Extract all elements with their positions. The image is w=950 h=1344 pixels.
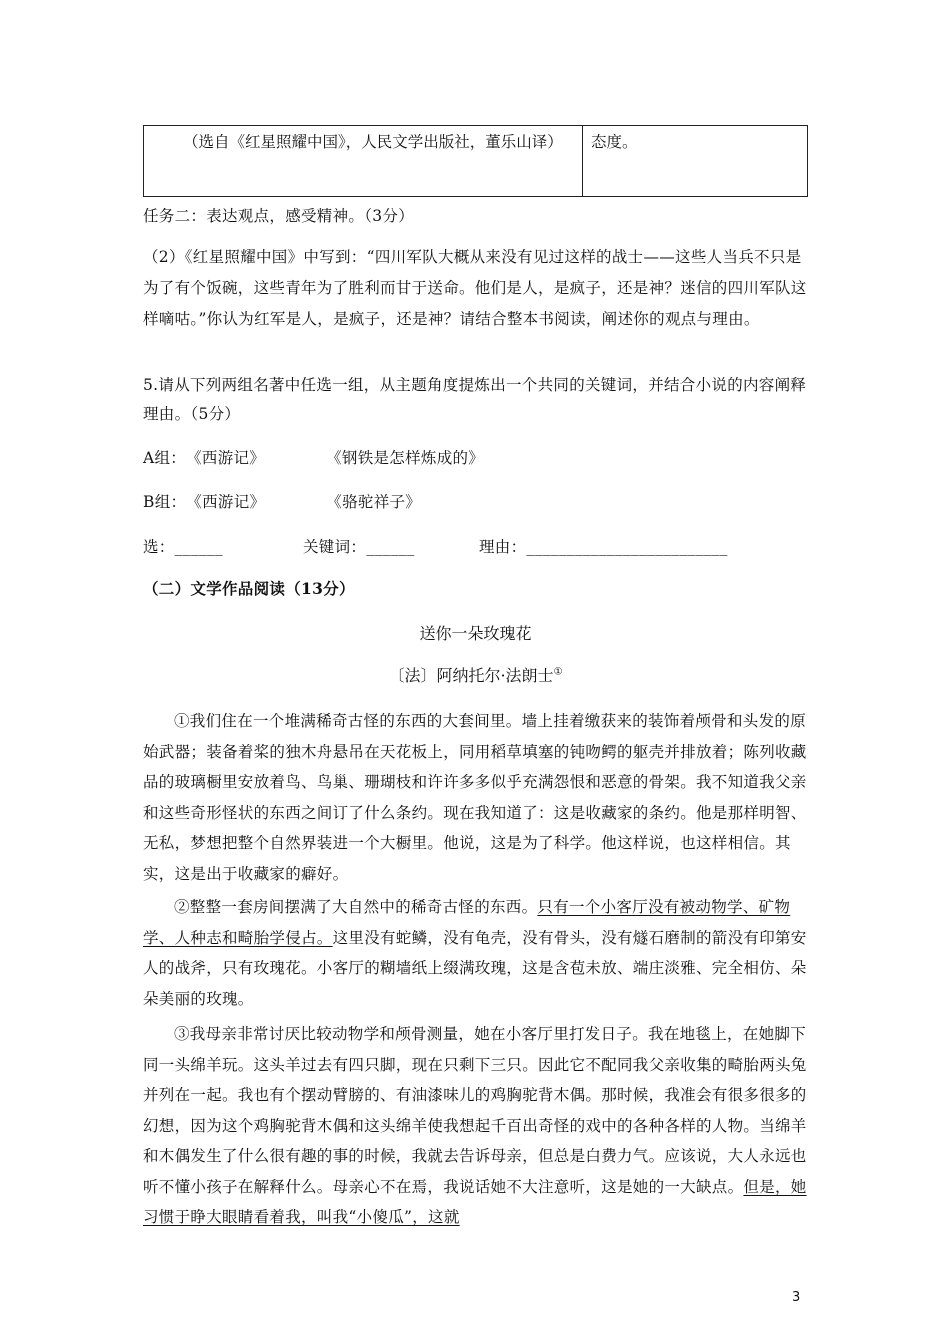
page-number: 3 — [792, 1290, 801, 1305]
story-author — [143, 663, 808, 686]
author-name: 〔法〕阿纳托尔·法朗士 — [388, 666, 554, 685]
answer-line — [143, 532, 808, 562]
author-footnote-mark: ① — [553, 666, 563, 678]
group-b — [143, 487, 808, 517]
group-a-label: A组： — [143, 449, 187, 467]
paragraph-3-underlined: 但是，她习惯于睁大眼睛看着我，叫我“小傻瓜”，这就 — [143, 1177, 807, 1226]
group-b-label: B组： — [143, 493, 187, 511]
answer-keyword: 关键词：______ — [303, 538, 415, 556]
answer-reason: 理由：_________________________ — [479, 538, 728, 556]
paragraph-2-start: ②整整一套房间摆满了大自然中的稀奇古怪的东西。 — [174, 898, 538, 916]
paragraph-2 — [143, 892, 808, 1014]
paragraph-3 — [143, 1019, 808, 1233]
table-right-cell: 态度。 — [583, 126, 808, 197]
paragraph-1: ①我们住在一个堆满稀奇古怪的东西的大套间里。墙上挂着缴获来的装饰着颅骨和头发的原始武器；装备着桨的独木舟悬吊在天花板上，同用稻草填塞的钝吻鳄的躯壳并排放着；陈列收藏品的玻璃橱里安放着鸟、鸟巢、珊瑚枝和许许多多似乎充满怨恨和恶意的骨架。我不知道我父亲和这些奇形怪状的东西之间订了什么条约。现在我知道了：这是收藏家的条约。他是那样明智、无私，梦想把整个自然界装进一个大橱里。他说，这是为了科学。他这样说，也这样相信。其实，这是出于收藏家的癖好。 — [143, 712, 807, 883]
task2-heading: 任务二：表达观点，感受精神。（3分） — [143, 207, 415, 225]
question-2: （2）《红星照耀中国》中写到：“四川军队大概从来没有见过这样的战士——这些人当兵不只是为了有个饭碗，这些青年为了胜利而甘于送命。他们是人，是疯子，还是神？迷信的四川军队这样嘀咕。”你认为红军是人，是疯子，还是神？请结合整本书阅读，阐述你的观点与理由。 — [143, 248, 807, 328]
source-table — [143, 125, 808, 197]
group-b-book1: 《西游记》 — [186, 493, 266, 511]
paragraph-3-text: ③我母亲非常讨厌比较动物学和颅骨测量，她在小客厅里打发日子。我在地毯上，在她脚下同一头绵羊玩。这头羊过去有四只脚，现在只剩下三只。因此它不配同我父亲收集的畸胎两头兔并列在一起。我也有个摆动臂膀的、有油漆味儿的鸡胸驼背木偶。那时候，我准会有很多很多的幻想，因为这个鸡胸驼背木偶和这头绵羊使我想起千百出奇怪的戏中的各种各样的人物。当绵羊和木偶发生了什么很有趣的事的时候，我就去告诉母亲，但总是白费力气。应该说，大人永远也听不懂小孩子在解释什么。母亲心不在焉，我说话她不大注意听，这是她的一大缺点。 — [143, 1025, 807, 1196]
group-a — [143, 443, 808, 473]
group-b-book2: 《骆驼祥子》 — [326, 493, 422, 511]
group-a-book1: 《西游记》 — [186, 449, 266, 467]
paragraph-2-underlined: 只有一个小客厅没有被动物学、矿物学、人种志和畸胎学侵占。 — [143, 898, 791, 947]
story-title: 送你一朵玫瑰花 — [419, 624, 532, 643]
group-a-book2: 《钢铁是怎样炼成的》 — [326, 449, 485, 467]
paragraph-2-rest: 这里没有蛇鳞，没有龟壳，没有骨头，没有燧石磨制的箭没有印第安人的战斧，只有玫瑰花。小客厅的糊墙纸上缀满玫瑰，这是含苞未放、端庄淡雅、完全相仿、朵朵美丽的玫瑰。 — [143, 928, 807, 1008]
answer-choose: 选：______ — [143, 538, 223, 556]
question-5: 5.请从下列两组名著中任选一组，从主题角度提炼出一个共同的关键词，并结合小说的内容阐释理由。（5分） — [143, 376, 807, 423]
source-citation: （选自《红星照耀中国》，人民文学出版社，董乐山译） — [144, 126, 583, 197]
section-2-heading: （二）文学作品阅读（13分） — [143, 579, 355, 598]
